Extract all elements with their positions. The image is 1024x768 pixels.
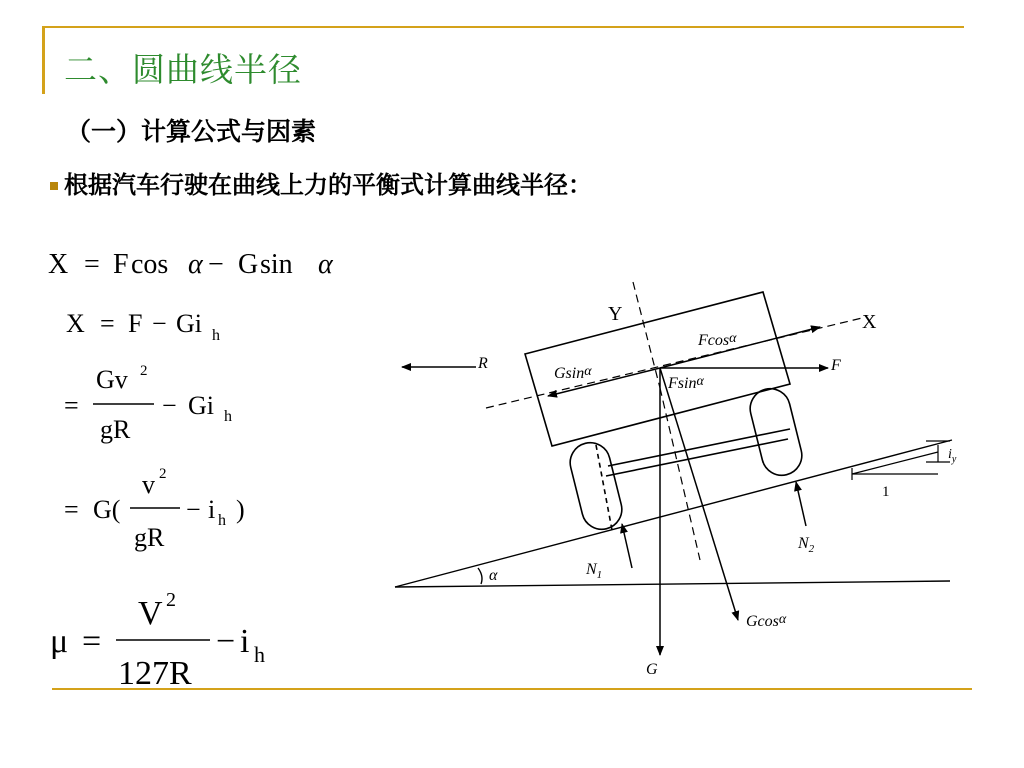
- f1-cos: cos: [131, 249, 169, 280]
- f4-numerator: v: [142, 470, 155, 499]
- force-diagram: [380, 278, 980, 688]
- slide-title: 二、圆曲线半径: [64, 50, 302, 89]
- label-f: F: [831, 357, 841, 374]
- f1-x: X: [48, 249, 69, 280]
- label-n1: N: [586, 561, 597, 578]
- formula-2: [66, 309, 220, 344]
- label-gcos: Gcos: [746, 613, 779, 630]
- formula-3: [64, 363, 232, 444]
- label-gsin: Gsin: [554, 365, 585, 382]
- f5-minus: −: [216, 623, 236, 660]
- diagram-labels: [477, 303, 957, 678]
- label-n2: N: [798, 535, 809, 552]
- f1-alpha-2: α: [318, 249, 333, 280]
- label-alpha: α: [489, 567, 498, 584]
- f3-gi: Gi: [188, 391, 214, 420]
- f5-mu: μ: [50, 623, 69, 660]
- formula-4: [64, 466, 245, 552]
- f5-h: h: [254, 642, 265, 667]
- f5-denominator: 127R: [118, 655, 192, 692]
- f1-minus: −: [208, 249, 224, 280]
- vehicle-body: [525, 292, 806, 534]
- label-axis-x: X: [862, 311, 877, 333]
- formula-block: [0, 0, 400, 700]
- f2-eq: =: [100, 309, 115, 338]
- label-gcos-alpha: α: [778, 612, 787, 627]
- bullet-text: 根据汽车行驶在曲线上力的平衡式计算曲线半径：: [64, 170, 592, 199]
- label-one: 1: [882, 484, 890, 500]
- f4-h: h: [218, 512, 226, 529]
- label-n2-sub: 2: [808, 543, 815, 555]
- f1-sin: sin: [260, 249, 293, 280]
- f3-h: h: [224, 408, 232, 425]
- section-subtitle: （一）计算公式与因素: [66, 117, 317, 146]
- f2-gi: Gi: [176, 309, 202, 338]
- svg-text:Fsinα: [667, 374, 704, 392]
- label-n1-sub: 1: [596, 569, 603, 581]
- f3-eq: =: [64, 391, 79, 420]
- f5-i: i: [240, 623, 250, 660]
- label-fsin: Fsin: [668, 375, 697, 392]
- formula-1: [48, 249, 334, 280]
- force-vectors: [402, 327, 828, 655]
- label-fcos: Fcos: [698, 332, 730, 349]
- f4-i: i: [208, 495, 216, 524]
- label-gsin-alpha: α: [584, 364, 592, 379]
- f2-h: h: [212, 327, 220, 344]
- f4-sup: 2: [159, 466, 167, 482]
- f2-minus: −: [152, 309, 167, 338]
- f4-eq: =: [64, 495, 79, 524]
- svg-text:N2: [797, 535, 815, 555]
- slope-indicator: [852, 441, 950, 480]
- f1-alpha-1: α: [188, 249, 203, 280]
- svg-text:Fcosα: [697, 331, 737, 349]
- f3-sup: 2: [140, 363, 148, 379]
- axis-lines: [486, 282, 862, 560]
- svg-text:Gcosα: [746, 612, 787, 630]
- f5-eq: =: [82, 623, 102, 660]
- label-fsin-alpha: α: [696, 374, 704, 389]
- label-g: G: [646, 661, 658, 678]
- f3-numerator: Gv: [96, 365, 128, 394]
- f4-close: ): [236, 495, 245, 524]
- f3-denominator: gR: [100, 415, 131, 444]
- f5-numerator: V: [138, 595, 163, 632]
- f3-minus: −: [162, 391, 177, 420]
- f2-f: F: [128, 309, 143, 338]
- formula-5: [50, 589, 265, 692]
- f5-sup: 2: [166, 589, 176, 611]
- f1-g: G: [238, 249, 259, 280]
- f1-f: F: [113, 249, 129, 280]
- label-axis-y: Y: [608, 303, 623, 325]
- label-fcos-alpha: α: [729, 331, 737, 346]
- label-iy-sub: y: [951, 454, 957, 465]
- label-iy: i: [948, 447, 952, 462]
- f4-denominator: gR: [134, 523, 165, 552]
- f2-x: X: [66, 309, 85, 338]
- svg-text:N1: [585, 561, 602, 581]
- f4-g: G(: [93, 495, 121, 524]
- f4-minus: −: [186, 495, 201, 524]
- svg-text:Gsinα: [554, 364, 592, 382]
- label-r: R: [478, 355, 488, 372]
- f1-eq: =: [84, 249, 100, 280]
